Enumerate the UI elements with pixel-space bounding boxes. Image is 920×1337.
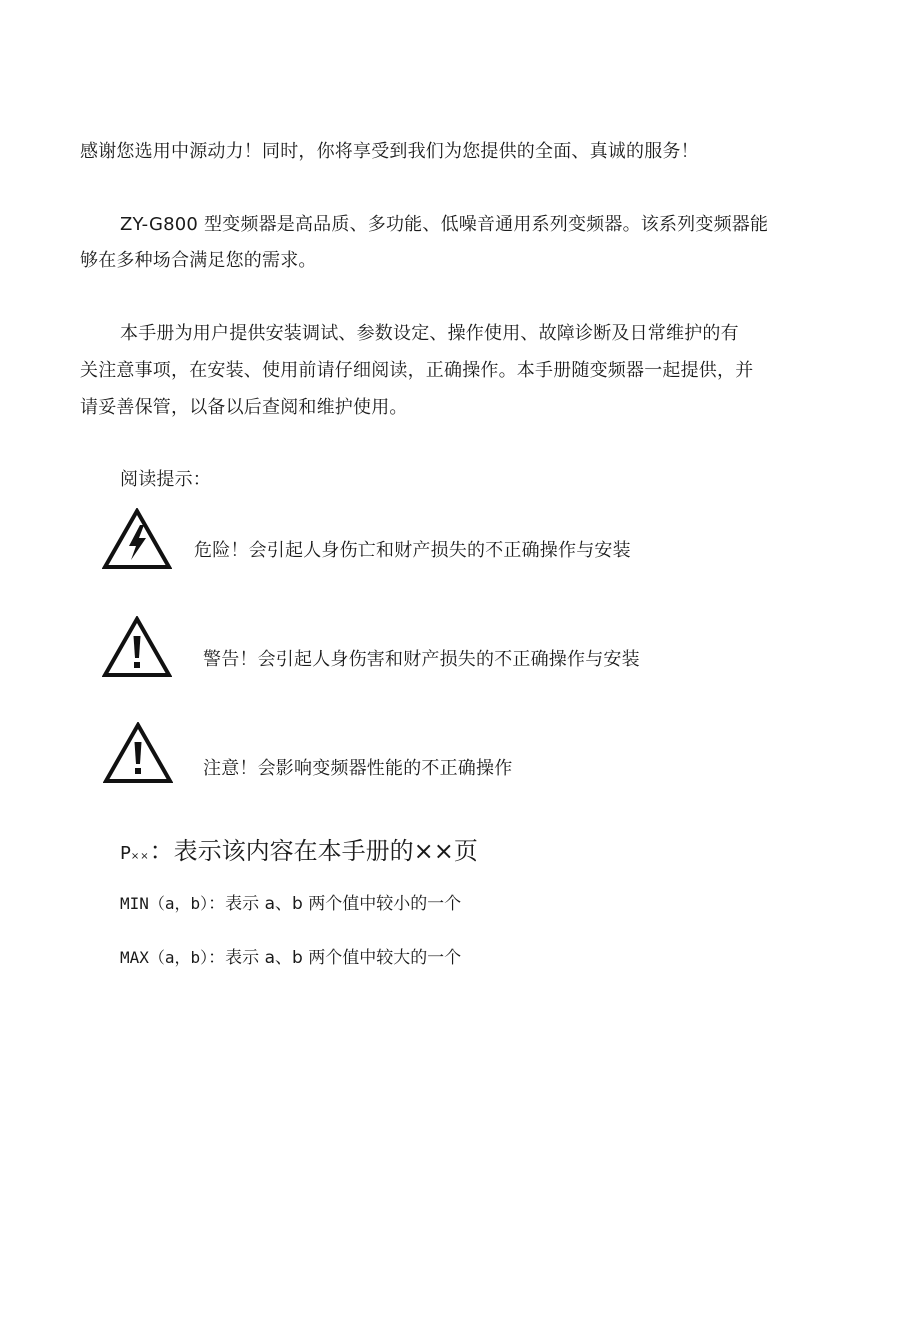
- min-definition-prefix: MIN（a，b）: [120, 894, 209, 913]
- page-reference-subscript: ××: [130, 851, 150, 862]
- max-definition: [120, 947, 461, 969]
- high-voltage-warning-icon: [102, 508, 172, 570]
- warning-notice-text: 警告！会引起人身伤害和财产损失的不正确操作与安装: [203, 649, 640, 670]
- min-definition: [120, 893, 461, 915]
- caution-notice-text: 注意！会影响变频器性能的不正确操作: [203, 758, 513, 779]
- manual-paragraph-line-1: 本手册为用户提供安装调试、参数设定、操作使用、故障诊断及日常维护的有: [120, 323, 739, 344]
- manual-paragraph-line-2: 关注意事项，在安装、使用前请仔细阅读，正确操作。本手册随变频器一起提供，并: [80, 360, 754, 381]
- product-paragraph-line-1: ZY-G800 型变频器是高品质、多功能、低噪音通用系列变频器。该系列变频器能: [120, 214, 769, 235]
- exclamation-warning-icon: [102, 616, 172, 678]
- max-definition-text: ：表示 a、b 两个值中较大的一个: [208, 948, 462, 968]
- page-reference-letter: P: [120, 843, 131, 864]
- page-reference-text: ：表示该内容在本手册的××页: [149, 837, 478, 865]
- min-definition-text: ：表示 a、b 两个值中较小的一个: [208, 894, 462, 914]
- max-definition-prefix: MAX（a，b）: [120, 948, 209, 967]
- intro-text: 感谢您选用中源动力！同时，你将享受到我们为您提供的全面、真诚的服务！: [80, 141, 699, 162]
- manual-paragraph-line-3: 请妥善保管，以备以后查阅和维护使用。: [80, 397, 408, 418]
- reading-tips-heading: 阅读提示：: [120, 469, 211, 490]
- product-paragraph-line-2: 够在多种场合满足您的需求。: [80, 250, 317, 271]
- page-reference-legend: [120, 836, 478, 872]
- danger-notice-text: 危险！会引起人身伤亡和财产损失的不正确操作与安装: [194, 540, 631, 561]
- exclamation-caution-icon: [103, 722, 173, 784]
